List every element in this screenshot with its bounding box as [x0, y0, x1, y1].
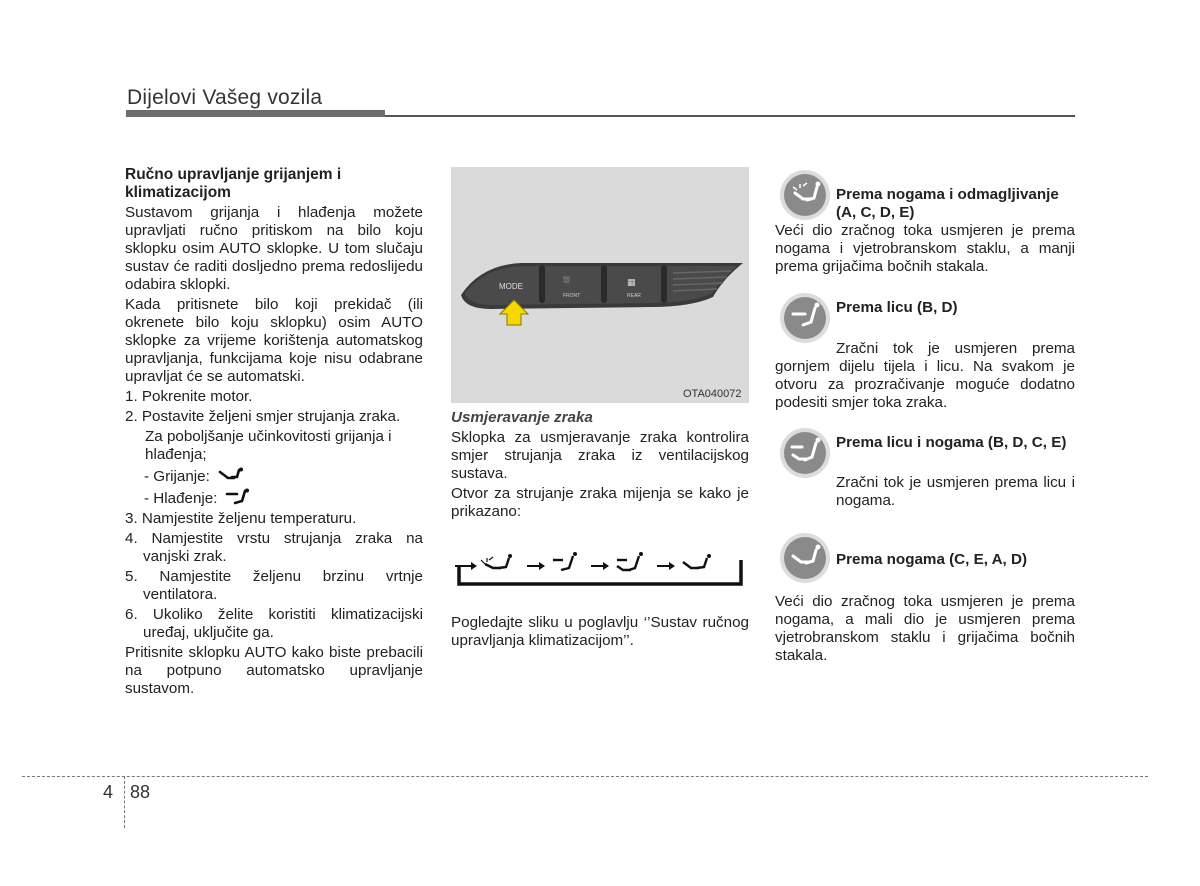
mode-floor-defrost-title: Prema nogama i odmagljivanje (A, C, D, E): [836, 186, 1059, 221]
floor-vent-icon: [218, 467, 246, 488]
step-3: 3. Namjestite željenu temperaturu.: [125, 510, 357, 527]
step-4: 4. Namjestite vrstu strujanja zraka na vanjski zrak.: [125, 530, 423, 565]
floor-defrost-icon: [481, 554, 512, 568]
mode-floor-defrost-text: [775, 222, 1075, 276]
page-header-title: Dijelovi Vašeg vozila: [127, 86, 323, 109]
rear-button-label: REAR: [627, 293, 641, 299]
step-6: 6. Ukoliko želite koristiti klimatizacijski uređaj, uključite ga.: [125, 606, 423, 641]
face-vent-icon: [553, 552, 577, 570]
mode-bilevel-title: Prema licu i nogama (B, D, C, E): [836, 434, 1067, 451]
mode-button-label: MODE: [499, 282, 523, 291]
mode-floor-description: Veći dio zračnog toka usmjeren je prema nogama, a mali dio je usmjeren prema vjetrobranskom staklu i grijačima bočnih stakala.: [775, 593, 1075, 664]
figure-caption: Usmjeravanje zraka: [451, 409, 593, 426]
left-column: [125, 166, 423, 700]
svg-text:▦: ▦: [627, 278, 636, 288]
header-rule-thick: [126, 110, 385, 117]
mode-face-description: Zračni tok je usmjeren prema gornjem dijelu tijela i licu. Na svakom je otvoru za prozračivanje moguće dodatno podesiti smjer toka zraka.: [775, 340, 1075, 411]
face-vent-icon: [779, 292, 831, 344]
footer-divider-vertical: [124, 776, 125, 828]
floor-vent-icon: [683, 554, 711, 568]
bi-level-icon: [617, 552, 643, 570]
floor-vent-icon: [779, 532, 831, 584]
mode-face-text: [775, 340, 1075, 412]
step-1: 1. Pokrenite motor.: [125, 388, 253, 405]
front-button-label: FRONT: [563, 293, 581, 299]
heating-label: - Grijanje:: [144, 468, 210, 485]
reference-paragraph: Pogledajte sliku u poglavlju ‘’Sustav ručnog upravljanja klimatizacijom’’.: [451, 614, 749, 649]
step-2-detail: Za poboljšanje učinkovitosti grijanja i hlađenja;: [145, 428, 392, 463]
mode-face-title: Prema licu (B, D): [836, 299, 958, 316]
middle-column-bottom: [451, 614, 749, 650]
mode-floor-text: [775, 593, 1075, 665]
heating-line: [125, 466, 423, 488]
svg-text:⛆: ⛆: [563, 276, 571, 286]
photo-code: OTA040072: [683, 388, 742, 400]
auto-paragraph: Kada pritisnete bilo koji prekidač (ili okrenete bilo koju sklopku) osim AUTO sklopke za vrijeme korištenja automatskog upravljanja, funkcijama koje nisu odabrane upravljat će se automatski.: [125, 296, 423, 385]
mode-sequence-diagram: [451, 548, 749, 588]
cooling-label: - Hlađenje:: [144, 490, 218, 507]
mode-switch-paragraph: Sklopka za usmjeravanje zraka kontrolira smjer strujanja zraka iz ventilacijskog sustava.: [451, 429, 749, 482]
step-5: 5. Namjestite željenu brzinu vrtnje ventilatora.: [125, 568, 423, 603]
auto-mode-paragraph: Pritisnite sklopku AUTO kako biste prebacili na potpuno automatsko upravljanje sustavom.: [125, 644, 423, 697]
mode-floor-defrost-description: Veći dio zračnog toka usmjeren je prema nogama i vjetrobranskom staklu, a manji prema grijačima bočnih stakala.: [775, 222, 1075, 275]
control-panel-photo: [451, 167, 749, 403]
cooling-line: [125, 488, 423, 510]
chapter-number: 4: [103, 782, 114, 802]
face-vent-icon: [225, 488, 253, 511]
vent-change-paragraph: Otvor za strujanje zraka mijenja se kako je prikazano:: [451, 485, 749, 520]
footer-divider: [22, 776, 1148, 777]
section-heading: Ručno upravljanje grijanjem i klimatizacijom: [125, 166, 342, 201]
floor-defrost-icon: [779, 169, 831, 221]
mode-floor-title: Prema nogama (C, E, A, D): [836, 551, 1028, 568]
intro-paragraph: Sustavom grijanja i hlađenja možete upravljati ručno pritiskom na bilo koju sklopku osim AUTO sklopke. U tom slučaju sustav će raditi dosljedno prema redoslijedu odabira sklopki.: [125, 204, 423, 293]
page-number: 88: [130, 782, 151, 802]
mode-bilevel-text: [836, 474, 1075, 510]
bi-level-icon: [779, 427, 831, 479]
middle-column: [451, 409, 749, 523]
mode-bilevel-description: Zračni tok je usmjeren prema licu i nogama.: [836, 474, 1075, 509]
step-2: 2. Postavite željeni smjer strujanja zraka.: [125, 408, 401, 425]
header-rule-thin: [385, 115, 1075, 117]
